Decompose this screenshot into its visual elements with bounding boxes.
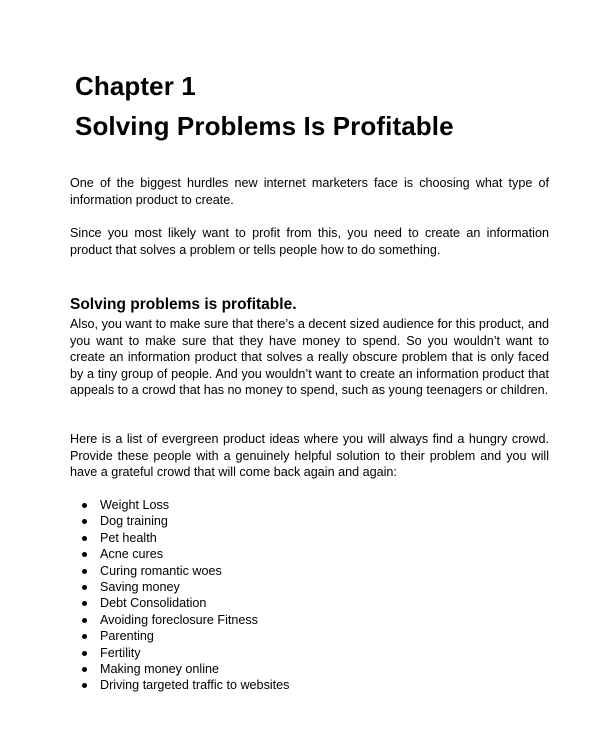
bullet-icon	[82, 536, 87, 541]
bullet-icon	[82, 683, 87, 688]
audience-paragraph: Also, you want to make sure that there’s a decent sized audience for this product, and you want to make sure that they have money to spend. So you wouldn’t want to create an information product that solves a really obscure problem that is only faced by a tiny group of people. And you wouldn’t want to create an information product that appeals to a crowd that has no money to spend, such as young teenagers or children.	[70, 317, 549, 398]
profit-paragraph: Since you most likely want to profit from this, you need to create an information product that solves a problem or tells people how to do something.	[70, 226, 549, 257]
list-item-label: Curing romantic woes	[100, 563, 222, 578]
list-item	[70, 513, 289, 529]
list-item-label: Saving money	[100, 580, 180, 595]
evergreen-paragraph: Here is a list of evergreen product ideas where you will always find a hungry crowd. Provide these people with a genuinely helpful solution to their problem and you will have a grateful crowd that will come back again and again:	[70, 432, 549, 480]
list-item	[70, 579, 289, 595]
list-item	[70, 661, 289, 677]
list-item	[70, 546, 289, 562]
chapter-number: Chapter 1	[75, 71, 196, 101]
bullet-icon	[82, 552, 87, 557]
list-item	[70, 530, 289, 546]
bullet-icon	[82, 585, 87, 590]
list-item	[70, 677, 289, 693]
bullet-icon	[82, 618, 87, 623]
list-item-label: Driving targeted traffic to websites	[100, 678, 290, 693]
list-item-label: Acne cures	[100, 547, 163, 562]
list-item-label: Dog training	[100, 514, 168, 529]
bullet-icon	[82, 569, 87, 574]
list-item	[70, 645, 289, 661]
chapter-heading	[75, 66, 454, 146]
list-item	[70, 628, 289, 644]
list-item-label: Debt Consolidation	[100, 596, 207, 611]
bullet-icon	[82, 651, 87, 656]
list-item	[70, 595, 289, 611]
bullet-icon	[82, 519, 87, 524]
list-item-label: Making money online	[100, 662, 220, 677]
chapter-title: Solving Problems Is Profitable	[75, 111, 454, 141]
bullet-icon	[82, 667, 87, 672]
list-item-label: Pet health	[100, 530, 157, 545]
list-item	[70, 612, 289, 628]
list-item	[70, 563, 289, 579]
list-item-label: Avoiding foreclosure Fitness	[100, 612, 258, 627]
list-item-label: Fertility	[100, 645, 141, 660]
list-item	[70, 497, 289, 513]
intro-paragraph: One of the biggest hurdles new internet marketers face is choosing what type of information product to create.	[70, 176, 549, 207]
section-heading: Solving problems is profitable.	[70, 296, 297, 313]
bullet-icon	[82, 503, 87, 508]
list-item-label: Parenting	[100, 629, 154, 644]
list-item-label: Weight Loss	[100, 498, 170, 512]
product-ideas-list	[70, 497, 289, 694]
bullet-icon	[82, 634, 87, 639]
bullet-icon	[82, 601, 87, 606]
